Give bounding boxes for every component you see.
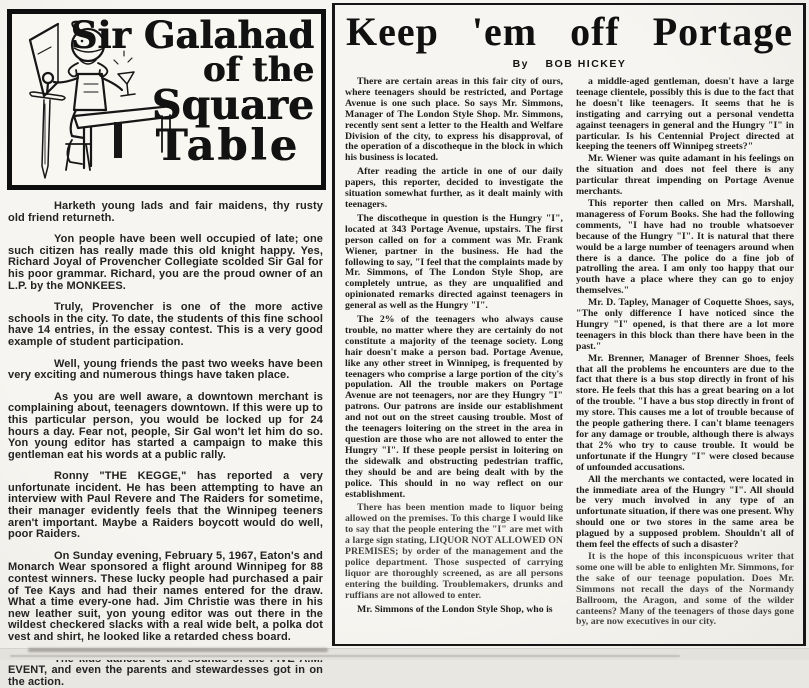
paragraph: Ronny "THE KEGGE," has reported a very unfortunate incident. He has been attempting to have an interview with Paul Revere and The Raiders for sometime, their manager evidently feels that the Winnipeg teeners aren't important. Maybe a Raiders boycott would do well, poor Raiders.	[8, 470, 323, 541]
sir-galahad-masthead	[7, 9, 326, 190]
sir-galahad-article	[0, 0, 331, 688]
right-article-title: Keep 'em off Portage	[346, 9, 793, 54]
byline-prefix: By	[512, 58, 530, 70]
title-line: of the	[202, 49, 314, 90]
paragraph: On Sunday evening, February 5, 1967, Eaton's and Monarch Wear sponsored a flight around Winnipeg for 88 contest winners. These lucky people had purchased a pair of Tee Kays and had their names entered for the draw. What a time every-one had. Jim Christie was there in his new leather suit, yon young editor was out there in the wildest checkered slacks with a real wide belt, a polka dot vest and shirt, he looked like a retarded chess board.	[8, 549, 323, 643]
paragraph: It is the hope of this inconspicuous writer that some one will be able to enlighten Mr. Simmons, for the sake of our teenage population. Does Mr. Simmons not recall the days of the Normandy Ballroom, the Aragon, and some of the wilder canteens? Many of the teenagers of those days gone by, are now executives in our city.	[576, 550, 794, 628]
scan-smudge	[28, 648, 328, 652]
paragraph: Mr. Brenner, Manager of Brenner Shoes, feels that all the problems he encounters are due to the fact that there is a bus stop directly in front of his store. He feels that this has a great bearing on a lot of the trouble. "I have a bus stop directly in front of my store. This causes me a lot of trouble because of the people gathering there. I can't blame teenagers for any damage or trouble, although there is always that 2% who try to cause trouble. It would be unfortunate if the Hungry "I" were closed because of unfounded accusations.	[576, 352, 794, 473]
paragraph: This reporter then called on Mrs. Marshall, manageress of Forum Books. She had the following comments, "I have had no trouble whatsoever because of the Hungry "I". It is natural that there would be a large number of teenagers around when there is a dance. The police do a fine job of patrolling the area. I am only too happy that our youth have a place where they can go to enjoy themselves."	[576, 197, 794, 297]
paragraph: EVENT, and even the parents and stewardesses got in on the action.	[8, 664, 323, 688]
paragraph: The discotheque in question is the Hungry "I", located at 343 Portage Avenue, upstairs. The first person called on for a comment was Mr. Frank Wiener, partner in the business. He had the following to say, "I feel that the complaints made by Mr. Simmons, of The London Style Shop, are completely untrue, as they are unqualified and opinionated remarks directed against teenagers in general as well as the Hungry "I".	[345, 212, 563, 312]
paragraph: All the merchants we contacted, were located in the immediate area of the Hungry "I". All should be very much involved in any type of an unfortunate situation, if there was one present. Why should one or two stores in the same area be plagued by a supposed problem. Shouldn't all of them feel the effects of such a disaster?	[576, 473, 794, 551]
paragraph: The 2% of the teenagers who always cause trouble, no matter where they are certainly do not constitute a majority of the teenage society. Long hair doesn't make a person bad. Portage Avenue, like any other street in Winnipeg, is frequented by teenagers who comprise a large portion of the city's population. All the trouble makers on Portage Avenue are not teenagers, nor are they Hungry "I" patrons. Our patrons are inside our establishment and not out on the street causing trouble. Most of the teenagers loitering on the street in the area in question are those who are not allowed to enter the Hungry "I". If these people persist in loitering on the sidewalk and obstructing pedestrian traffic, they should be and are being dealt with by the police. This should in no way reflect on our establishment.	[345, 314, 563, 500]
title-line: Sir Galahad	[70, 13, 314, 57]
paragraph: There has been mention made to liquor being allowed on the premises. To this charge I would like to say that the people entering the "I" are met with a large sign stating, LIQUOR NOT ALLOWED ON PREMISES; by order of the management and the police department. Those suspected of carrying liquor are thoroughly screened, as are all persons entering the building. Troublemakers, drunks and ruffians are not allowed to enter.	[345, 502, 563, 601]
left-article-title	[70, 13, 315, 171]
scan-smudge	[10, 655, 680, 657]
keep-em-off-portage-article	[332, 3, 806, 646]
right-article-col1	[345, 77, 563, 629]
paragraph: Mr. Wiener was quite adamant in his feelings on the situation and does not feel there is any particular threat impending on Portage Avenue merchants.	[576, 153, 794, 198]
paragraph: Yon people have been well occupied of late; one such citizen has really made this old knight happy. Yes, Richard Joyal of Provencher Collegiate scolded Sir Gal for his poor grammar. Richard, you are the proud owner of an L.P. by the MONKEES.	[8, 233, 323, 292]
left-article-body	[7, 190, 326, 688]
paragraph: Truly, Provencher is one of the more active schools in the city. To date, the students of this fine school have 14 entries, in the essay contest. This is a very good example of student participation.	[8, 301, 323, 348]
paragraph: Mr. Simmons of the London Style Shop, who is	[357, 603, 553, 615]
title-line: Square	[151, 81, 314, 130]
paragraph: After reading the article in one of our daily papers, this reporter, decided to investigate the situation somewhat further, as it dealt mainly with teenagers.	[345, 166, 563, 210]
byline-author: BOB HICKEY	[545, 58, 627, 70]
paragraph: Harketh young lads and fair maidens, thy rusty old friend returneth.	[8, 200, 323, 224]
byline	[345, 58, 794, 70]
paragraph: As you are well aware, a downtown merchant is complaining about, teenagers downtown. If this were up to this particular person, you would be locked up for 24 hours a day. Fear not, people, Sir Gal won't let him do so. Yon young editor has started a campaign to make this gentleman eat his words at a public rally.	[8, 390, 323, 461]
right-article-body	[345, 77, 794, 629]
paragraph: Well, young friends the past two weeks have been very exciting and numerous things have taken place.	[8, 357, 323, 382]
right-article-col2	[576, 77, 794, 629]
paragraph: There are certain areas in this fair city of ours, where teenagers should be restricted, and Portage Avenue is one such place. So says Mr. Simmons, Manager of The London Style Shop. Mr. Simmons, recently sent sent a letter to the Health and Welfare Division of the city, to express his disapproval, of the operation of a discotheque in the block in which his business is located.	[345, 76, 563, 164]
paragraph: a middle-aged gentleman, doesn't have a large teenage clientele, possibly this is due to the fact that he doesn't like teenagers. It seems that he is instigating and carrying out a personal vendetta against teenagers in general and the Hungry "I" in particular. Is his Centennial Project directed at keeping the teeners off Winnipeg streets?"	[576, 76, 794, 153]
paragraph: Mr. D. Tapley, Manager of Coquette Shoes, says, "The only difference I have noticed since the Hungry "I" opened, is that there are a lot more teenagers in this block than there have been in the past."	[576, 297, 794, 352]
title-line: Table	[155, 120, 300, 171]
